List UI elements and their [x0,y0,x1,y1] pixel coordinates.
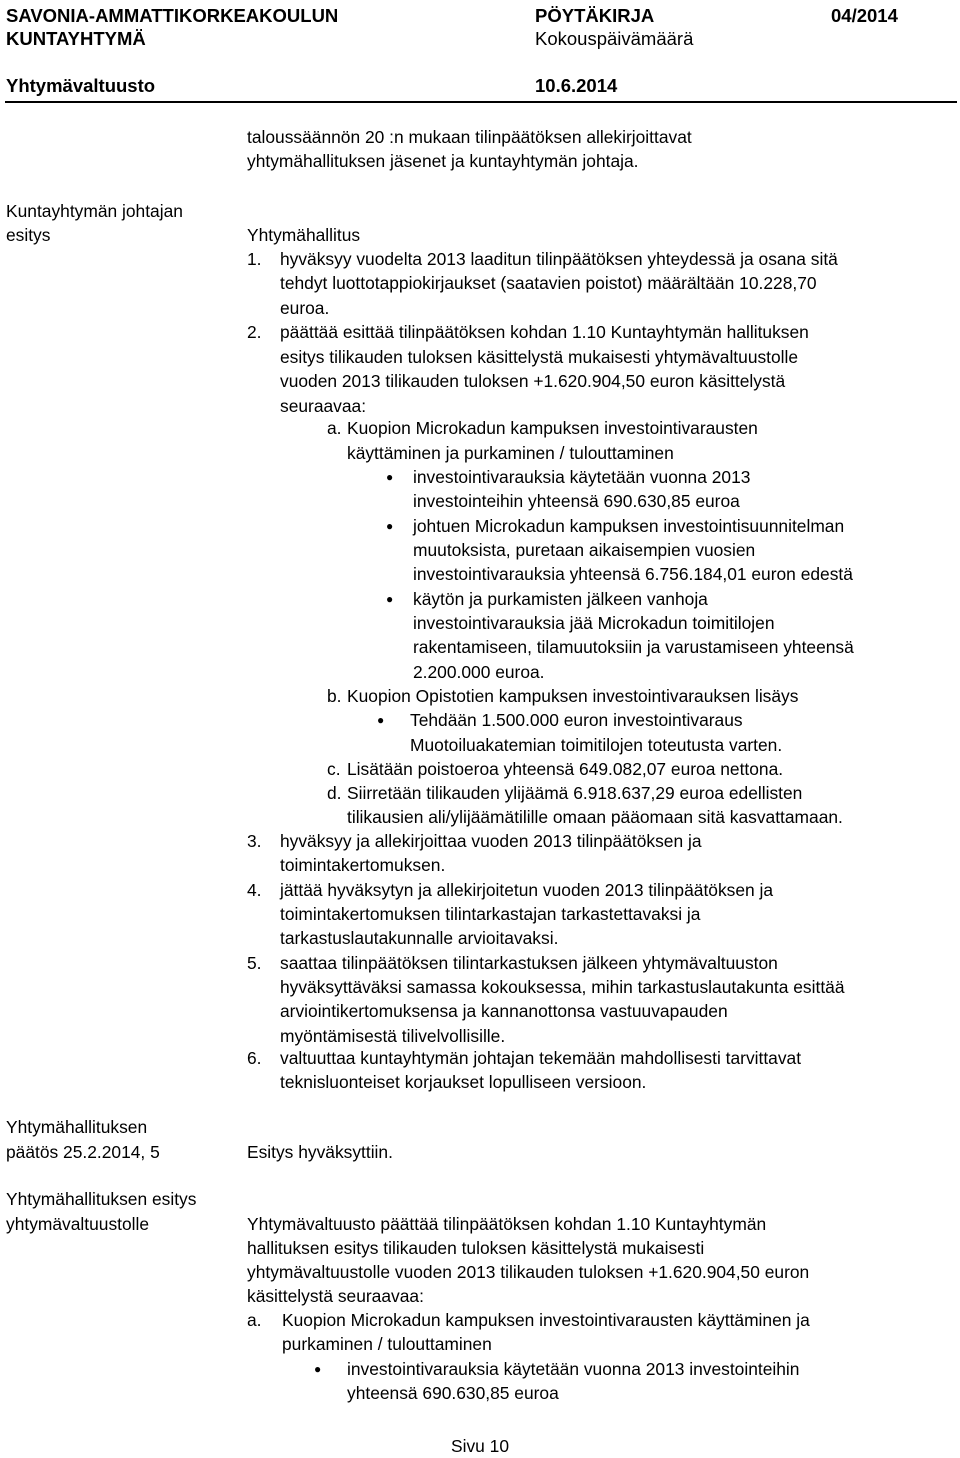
sub-item-letter: a. [247,1310,262,1330]
bullet-text: yhteensä 690.630,85 euroa [347,1383,559,1403]
item-text: myöntämisestä tilivelvollisille. [280,1026,506,1046]
bullet-icon: ● [386,519,394,533]
org-name-line1: SAVONIA-AMMATTIKORKEAKOULUN [6,5,339,26]
sub-item-text: Lisätään poistoeroa yhteensä 649.082,07 euroa nettona. [347,759,784,779]
intro-line: yhtymähallituksen jäsenet ja kuntayhtymän johtaja. [247,151,639,171]
bullet-icon: ● [386,592,394,606]
item-text: arviointikertomuksensa ja kannanottonsa vastuuvapauden [280,1001,728,1021]
item-text: hyväksyy ja allekirjoittaa vuoden 2013 tilinpäätöksen ja [280,831,702,851]
item-text: esitys tilikauden tuloksen käsittelystä mukaisesti yhtymävaltuustolle [280,347,799,367]
item-number: 6. [247,1048,262,1068]
item-text: saattaa tilinpäätöksen tilintarkastuksen jälkeen yhtymävaltuuston [280,953,778,973]
bullet-text: johtuen Microkadun kampuksen investointisuunnitelman [413,516,845,536]
bullet-text: muutoksista, puretaan aikaisempien vuosien [413,540,756,560]
proposal-text: yhtymävaltuustolle vuoden 2013 tilikauden tuloksen +1.620.904,50 euron [247,1262,810,1282]
intro-line: taloussäännön 20 :n mukaan tilinpäätöksen allekirjoittavat [247,127,692,147]
bullet-text: käytön ja purkamisten jälkeen vanhoja [413,589,708,609]
sub-item-letter: d. [327,783,342,803]
bullet-text: Muotoiluakatemian toimitilojen toteutusta varten. [410,735,783,755]
item-number: 2. [247,322,262,342]
item-number: 1. [247,249,262,269]
org-name-line2: KUNTAYHTYMÄ [6,28,146,49]
section-label: Yhtymähallituksen [6,1117,148,1137]
header-divider [5,101,957,103]
item-text: vuoden 2013 tilikauden tuloksen +1.620.904,50 euron käsittelystä [280,371,786,391]
section-label: esitys [6,225,51,245]
sub-item-letter: a. [327,418,342,438]
bullet-text: Tehdään 1.500.000 euron investointivaraus [410,710,743,730]
document-number: 04/2014 [831,5,898,26]
item-number: 5. [247,953,262,973]
sub-item-text: tilikausien ali/ylijäämätilille omaan pääomaan sitä kasvattamaan. [347,807,843,827]
bullet-icon: ● [386,470,394,484]
item-text: toimintakertomuksen tilintarkastajan tarkastettavaksi ja [280,904,701,924]
item-text: toimintakertomuksen. [280,855,446,875]
bullet-text: investointivarauksia käytetään vuonna 2013 investointeihin [347,1359,800,1379]
proposal-text: Yhtymävaltuusto päättää tilinpäätöksen kohdan 1.10 Kuntayhtymän [247,1214,767,1234]
item-text: tehdyt luottotappiokirjaukset (saatavien poistot) määrältään 10.228,70 [280,273,817,293]
item-text: teknisluonteiset korjaukset lopulliseen versioon. [280,1072,647,1092]
item-text: euroa. [280,298,330,318]
proposal-text: hallituksen esitys tilikauden tuloksen käsittelystä mukaisesti [247,1238,705,1258]
item-number: 3. [247,831,262,851]
page-number: Sivu 10 [450,1436,509,1456]
item-text: tarkastuslautakunnalle arvioitavaksi. [280,928,559,948]
item-text: jättää hyväksytyn ja allekirjoitetun vuoden 2013 tilinpäätöksen ja [280,880,774,900]
decision-text: Esitys hyväksyttiin. [247,1142,393,1162]
bullet-text: investointivarauksia yhteensä 6.756.184,01 euron edestä [413,564,853,584]
sub-item-text: Kuopion Microkadun kampuksen investointivarausten käyttäminen ja [282,1310,810,1330]
document-type: PÖYTÄKIRJA [535,5,655,26]
sub-item-text: Siirretään tilikauden ylijäämä 6.918.637,29 euroa edellisten [347,783,803,803]
section-label: päätös 25.2.2014, 5 [6,1142,160,1162]
sub-item-letter: c. [327,759,341,779]
section-label: Kuntayhtymän johtajan [6,201,183,221]
item-text: päättää esittää tilinpäätöksen kohdan 1.10 Kuntayhtymän hallituksen [280,322,809,342]
body-name: Yhtymävaltuusto [6,75,156,96]
bullet-text: investointivarauksia jää Microkadun toimitilojen [413,613,775,633]
bullet-text: rakentamiseen, tilamuutoksiin ja varustamiseen yhteensä [413,637,854,657]
bullet-text: 2.200.000 euroa. [413,662,545,682]
bullet-icon: ● [377,713,385,727]
meeting-date-label: Kokouspäivämäärä [535,28,694,49]
bullet-text: investointivarauksia käytetään vuonna 2013 [413,467,751,487]
item-number: 4. [247,880,262,900]
section-label: yhtymävaltuustolle [6,1214,150,1234]
sub-item-text: Kuopion Opistotien kampuksen investointivarauksen lisäys [347,686,799,706]
item-text: seuraavaa: [280,396,367,416]
sub-item-text: purkaminen / tulouttaminen [282,1334,492,1354]
sub-item-text: käyttäminen ja purkaminen / tulouttaminen [347,443,674,463]
meeting-date: 10.6.2014 [535,75,618,96]
proposal-text: käsittelystä seuraavaa: [247,1286,424,1306]
sub-item-text: Kuopion Microkadun kampuksen investointivarausten [347,418,758,438]
bullet-icon: ● [314,1362,322,1376]
section-heading: Yhtymähallitus [247,225,361,245]
item-text: hyväksyy vuodelta 2013 laaditun tilinpäätöksen yhteydessä ja osana sitä [280,249,838,269]
item-text: hyväksyttäväksi samassa kokouksessa, mihin tarkastuslautakunta esittää [280,977,845,997]
bullet-text: investointeihin yhteensä 690.630,85 euroa [413,491,740,511]
item-text: valtuuttaa kuntayhtymän johtajan tekemään mahdollisesti tarvittavat [280,1048,802,1068]
sub-item-letter: b. [327,686,342,706]
section-label: Yhtymähallituksen esitys [6,1189,197,1209]
